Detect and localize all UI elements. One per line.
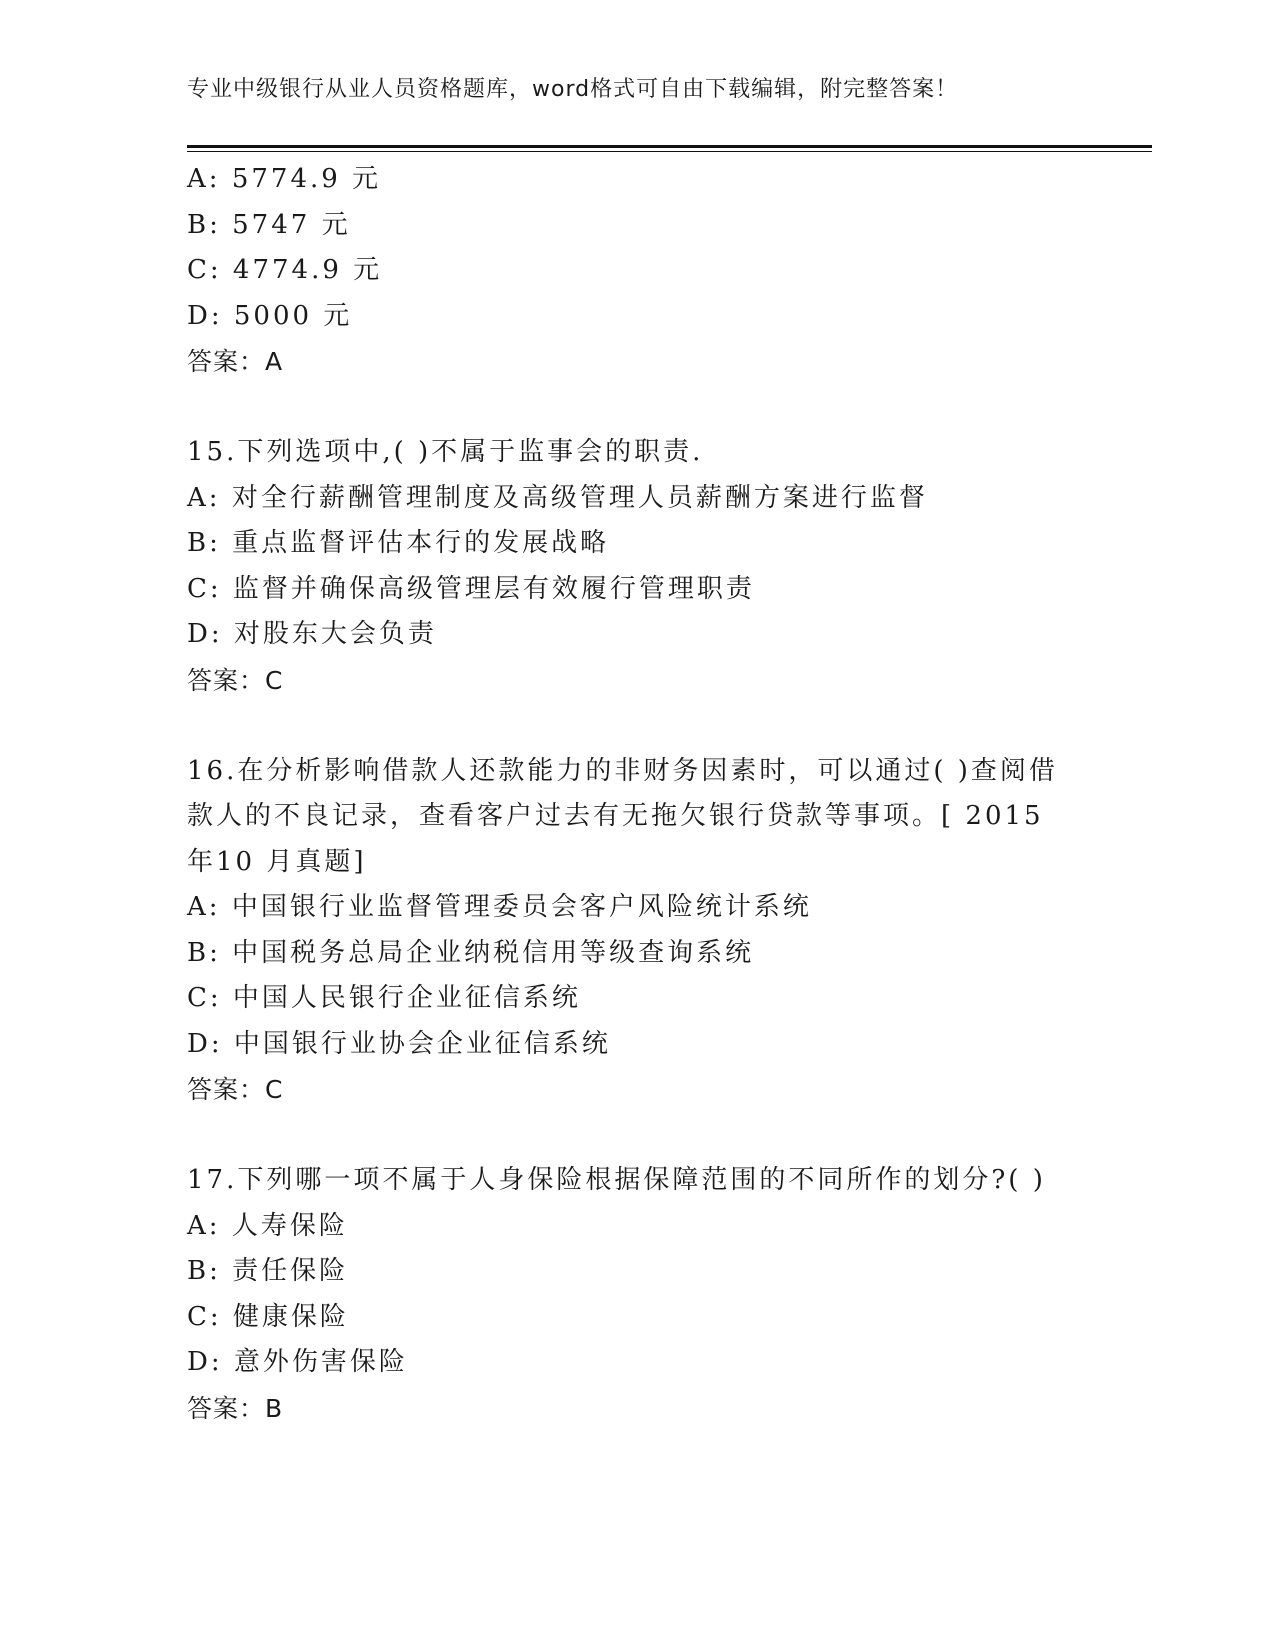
question-17 [187,1158,1087,1431]
option-letter: A: [187,164,221,194]
option-text: 5774.9 元 [231,164,382,194]
option-letter: C: [187,255,222,285]
option-b [187,521,1087,567]
option-text: 监督并确保高级管理层有效履行管理职责 [232,573,755,604]
question-15 [187,430,1087,703]
option-text: 中国人民银行企业征信系统 [232,983,581,1013]
option-text: 重点监督评估本行的发展战略 [232,528,610,558]
option-b [187,1249,1087,1295]
option-a [187,885,1087,931]
option-c [187,248,1087,294]
option-text: 5747 元 [232,209,351,240]
option-letter: D: [187,300,223,331]
option-text: 中国银行业监督管理委员会客户风险统计系统 [231,892,812,922]
option-letter: A: [187,1210,221,1241]
option-letter: A: [187,482,221,513]
option-letter: C: [187,1301,222,1332]
option-letter: A: [187,892,221,922]
option-text: 5000 元 [233,300,353,331]
option-letter: B: [187,937,221,968]
answer: 答案：C [187,665,284,695]
option-text: 责任保险 [232,1256,349,1286]
option-text: 中国银行业协会企业征信系统 [233,1028,611,1059]
option-letter: D: [187,1347,223,1377]
option-text: 人寿保险 [231,1210,348,1241]
option-letter: B: [187,528,221,558]
option-d [187,1340,1087,1386]
option-letter: C: [187,573,222,604]
option-text: 对股东大会负责 [233,619,437,649]
option-text: 健康保险 [232,1301,349,1332]
option-letter: D: [187,619,223,649]
option-text: 对全行薪酬管理制度及高级管理人员薪酬方案进行监督 [231,482,928,513]
option-letter: B: [187,209,221,240]
page-header: 专业中级银行从业人员资格题库，word格式可自由下载编辑，附完整答案！ [187,77,959,102]
option-text: 中国税务总局企业纳税信用等级查询系统 [232,937,755,968]
option-b [187,931,1087,977]
option-text: 4774.9 元 [232,255,383,285]
answer: 答案：A [187,347,284,376]
option-letter: B: [187,1256,221,1286]
option-a [187,1204,1087,1250]
option-d [187,294,1087,340]
spacer [187,1113,1087,1159]
spacer [187,703,1087,749]
option-c [187,1295,1087,1341]
spacer [187,385,1087,431]
question-stem: 17.下列哪一项不属于人身保险根据保障范围的不同所作的划分?( ) [187,1165,1046,1195]
question-stem: 15.下列选项中,( )不属于监事会的职责. [187,437,704,467]
option-c [187,976,1087,1022]
question-content [187,157,1087,1431]
question-stem: 16.在分析影响借款人还款能力的非财务因素时，可以通过( )查阅借款人的不良记录，查看客户过去有无拖欠银行贷款等事项。[ 2015 年10 月真题] [187,755,1058,877]
answer: 答案：B [187,1393,284,1423]
option-c [187,567,1087,613]
question-14 [187,157,1087,385]
question-16 [187,749,1087,1113]
option-d [187,1022,1087,1068]
header-rule-thin [187,151,1152,152]
option-letter: D: [187,1028,223,1059]
option-letter: C: [187,983,222,1013]
answer: 答案：C [187,1075,284,1104]
option-a [187,476,1087,522]
option-text: 意外伤害保险 [233,1347,408,1377]
option-a [187,157,1087,203]
header-rule-thick [187,145,1152,148]
option-b [187,203,1087,249]
option-d [187,612,1087,658]
